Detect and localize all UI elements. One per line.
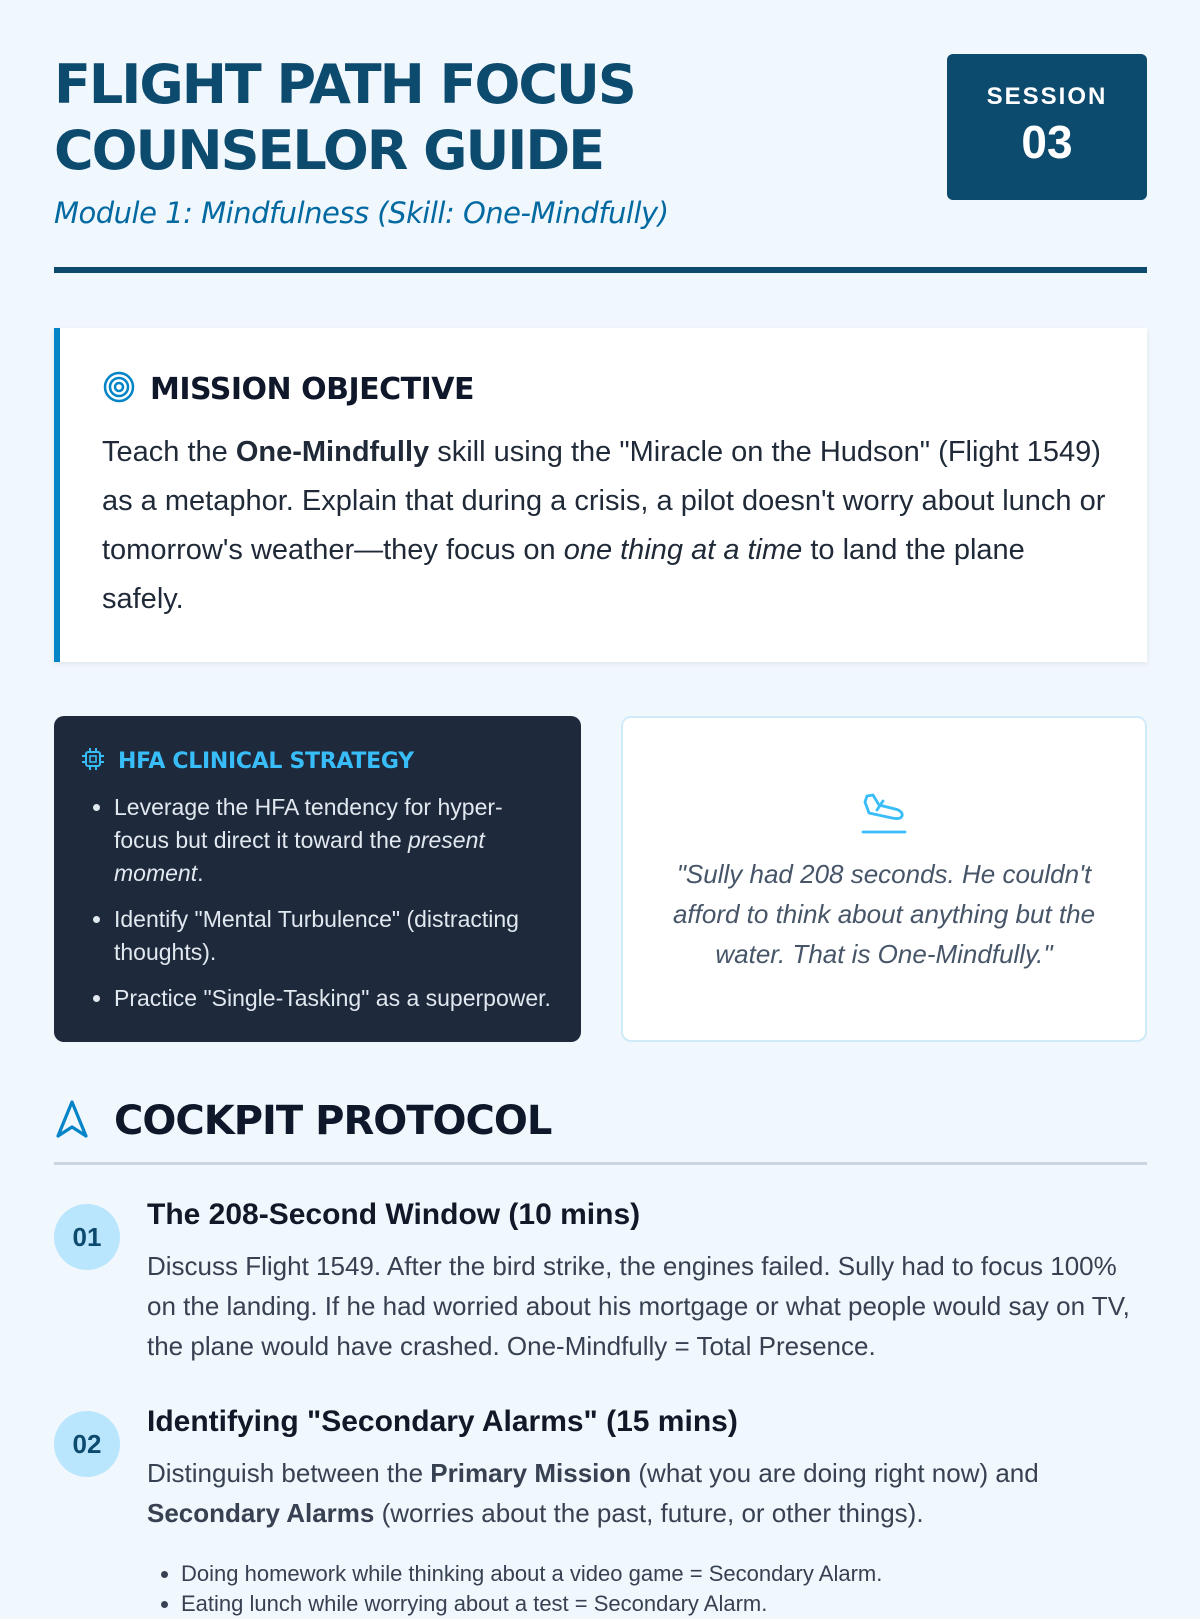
target-icon [102,370,136,409]
mission-text-skill: One-Mindfully [235,436,430,468]
mission-text [102,428,1112,624]
step-body: Discuss Flight 1549. After the bird strike, the engines failed. Sully had to focus 100% on the landing. If he had worried about his mortgage or what people would say on TV, the plane would have crashed. One-Mindfully = Total Presence. [147,1251,1130,1361]
step-number: 01 [54,1204,120,1270]
session-number: 03 [1021,116,1073,168]
session-badge [947,54,1147,200]
strategy-item [114,791,555,890]
step-body [147,1453,1147,1533]
strategy-item-1-end: . [197,860,204,886]
mission-heading: MISSION OBJECTIVE [150,372,474,407]
header [54,0,1147,272]
module-subtitle: Module 1: Mindfulness (Skill: One-Mindfully) [54,196,669,230]
step-bullet-list [147,1559,882,1619]
navigation-arrow-icon [54,1099,90,1144]
sully-quote-card [621,716,1147,1042]
strategy-list [80,791,555,1015]
step-number: 02 [54,1411,120,1477]
strategy-header [80,746,555,777]
step-body-part-1: Distinguish between the [147,1458,431,1488]
strategy-heading: HFA CLINICAL STRATEGY [118,749,414,774]
header-divider [54,267,1147,273]
mission-objective-card [54,328,1147,662]
mission-text-part-3: to land the plane safely. [102,534,1025,615]
title-line-2: COUNSELOR GUIDE [54,119,604,182]
page-title [54,52,854,184]
guide-page [54,0,1147,1616]
session-label: SESSION [986,83,1108,110]
strategy-item: • Practice "Single-Tasking" as a superpower. [114,982,555,1015]
strategy-item: • Identify "Mental Turbulence" (distracting thoughts). [114,903,555,969]
protocol-heading: COCKPIT PROTOCOL [114,1098,552,1144]
clinical-strategy-card [54,716,581,1042]
strategy-item-1-text: Leverage the HFA tendency for hyper-focus but direct it toward the [114,794,503,853]
step-body-secondary-alarms: Secondary Alarms [147,1498,375,1528]
step-body-part-2: (what you are doing right now) and [631,1458,1039,1488]
list-item: • Doing homework while thinking about a video game = Secondary Alarm. [181,1559,882,1589]
step-title: The 208-Second Window (10 mins) [147,1198,641,1231]
mission-text-part-2: skill using the "Miracle on the Hudson" (Flight 1549) as a metaphor. Explain that during a crisis, a pilot doesn't worry about lunch or tomorrow's weather—they focus on [102,436,1106,566]
mission-header [102,370,474,409]
mission-text-emphasis: one thing at a time [563,534,803,566]
step-title: Identifying "Secondary Alarms" (15 mins) [147,1405,738,1438]
quote-text: "Sully had 208 seconds. He couldn't afford to think about anything but the water. That is One-Mindfully." [672,859,1096,969]
title-line-1: FLIGHT PATH FOCUS [54,53,635,116]
protocol-divider [54,1162,1147,1165]
plane-landing-icon [859,788,909,843]
mission-text-part-1: Teach the [102,436,236,468]
chip-icon [80,746,106,777]
protocol-header [54,1098,551,1144]
step-body-primary-mission: Primary Mission [430,1458,632,1488]
step-body-part-3: (worries about the past, future, or other things). [374,1498,924,1528]
strategy-item-1-emphasis: present moment [114,827,485,886]
list-item: • Eating lunch while worrying about a test = Secondary Alarm. [181,1589,882,1619]
